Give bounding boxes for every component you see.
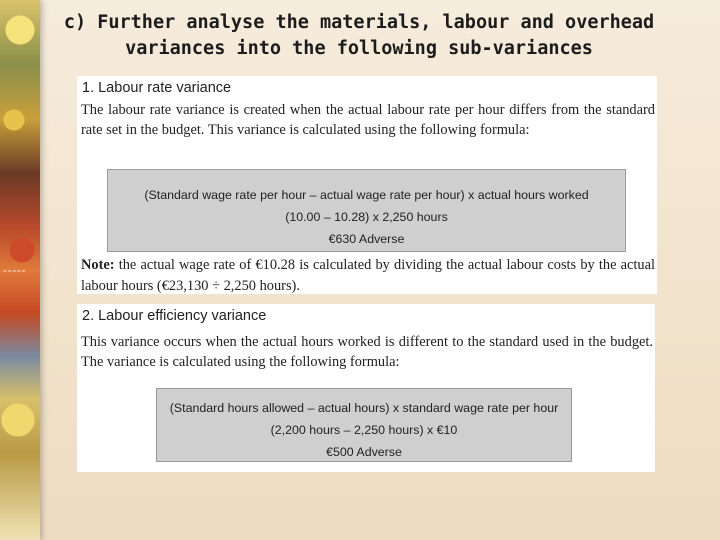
slide-heading-line-2: variances into the following sub-variances <box>125 38 593 59</box>
labour-efficiency-result: €500 Adverse <box>326 445 402 459</box>
labour-efficiency-formula-box <box>156 388 572 462</box>
labour-efficiency-title: 2. Labour efficiency variance <box>82 308 267 324</box>
slide-heading-line-1: c) Further analyse the materials, labour and overhead <box>63 12 655 33</box>
labour-efficiency-variance-panel <box>77 304 655 472</box>
labour-rate-description: The labour rate variance is created when the actual labour rate per hour differs from the standard rate set in the budget. This variance is calculated using the following formula: <box>81 102 655 138</box>
labour-efficiency-formula: (Standard hours allowed – actual hours) x standard wage rate per hour <box>169 401 559 415</box>
labour-rate-title: 1. Labour rate variance <box>82 80 232 96</box>
labour-rate-formula-box <box>107 169 626 252</box>
banknote-pattern-icon: ≈≈≈≈≈ <box>3 268 27 275</box>
labour-rate-formula: (Standard wage rate per hour – actual wage rate per hour) x actual hours worked <box>144 188 589 202</box>
labour-rate-result: €630 Adverse <box>328 232 405 246</box>
slide-heading <box>44 10 674 62</box>
labour-efficiency-description: This variance occurs when the actual hours worked is different to the standard used in the budget. The variance is calculated using the following formula: <box>81 334 653 370</box>
decorative-banknote-strip <box>0 0 40 540</box>
labour-efficiency-calculation: (2,200 hours – 2,250 hours) x €10 <box>270 423 458 437</box>
labour-rate-variance-panel <box>77 76 657 294</box>
note-text: the actual wage rate of €10.28 is calculated by dividing the actual labour costs by the actual labour hours (€23,130 ÷ 2,250 hours). <box>81 257 655 294</box>
labour-rate-note <box>81 255 655 297</box>
labour-rate-calculation: (10.00 – 10.28) x 2,250 hours <box>285 210 448 224</box>
note-label: Note: <box>81 257 115 273</box>
